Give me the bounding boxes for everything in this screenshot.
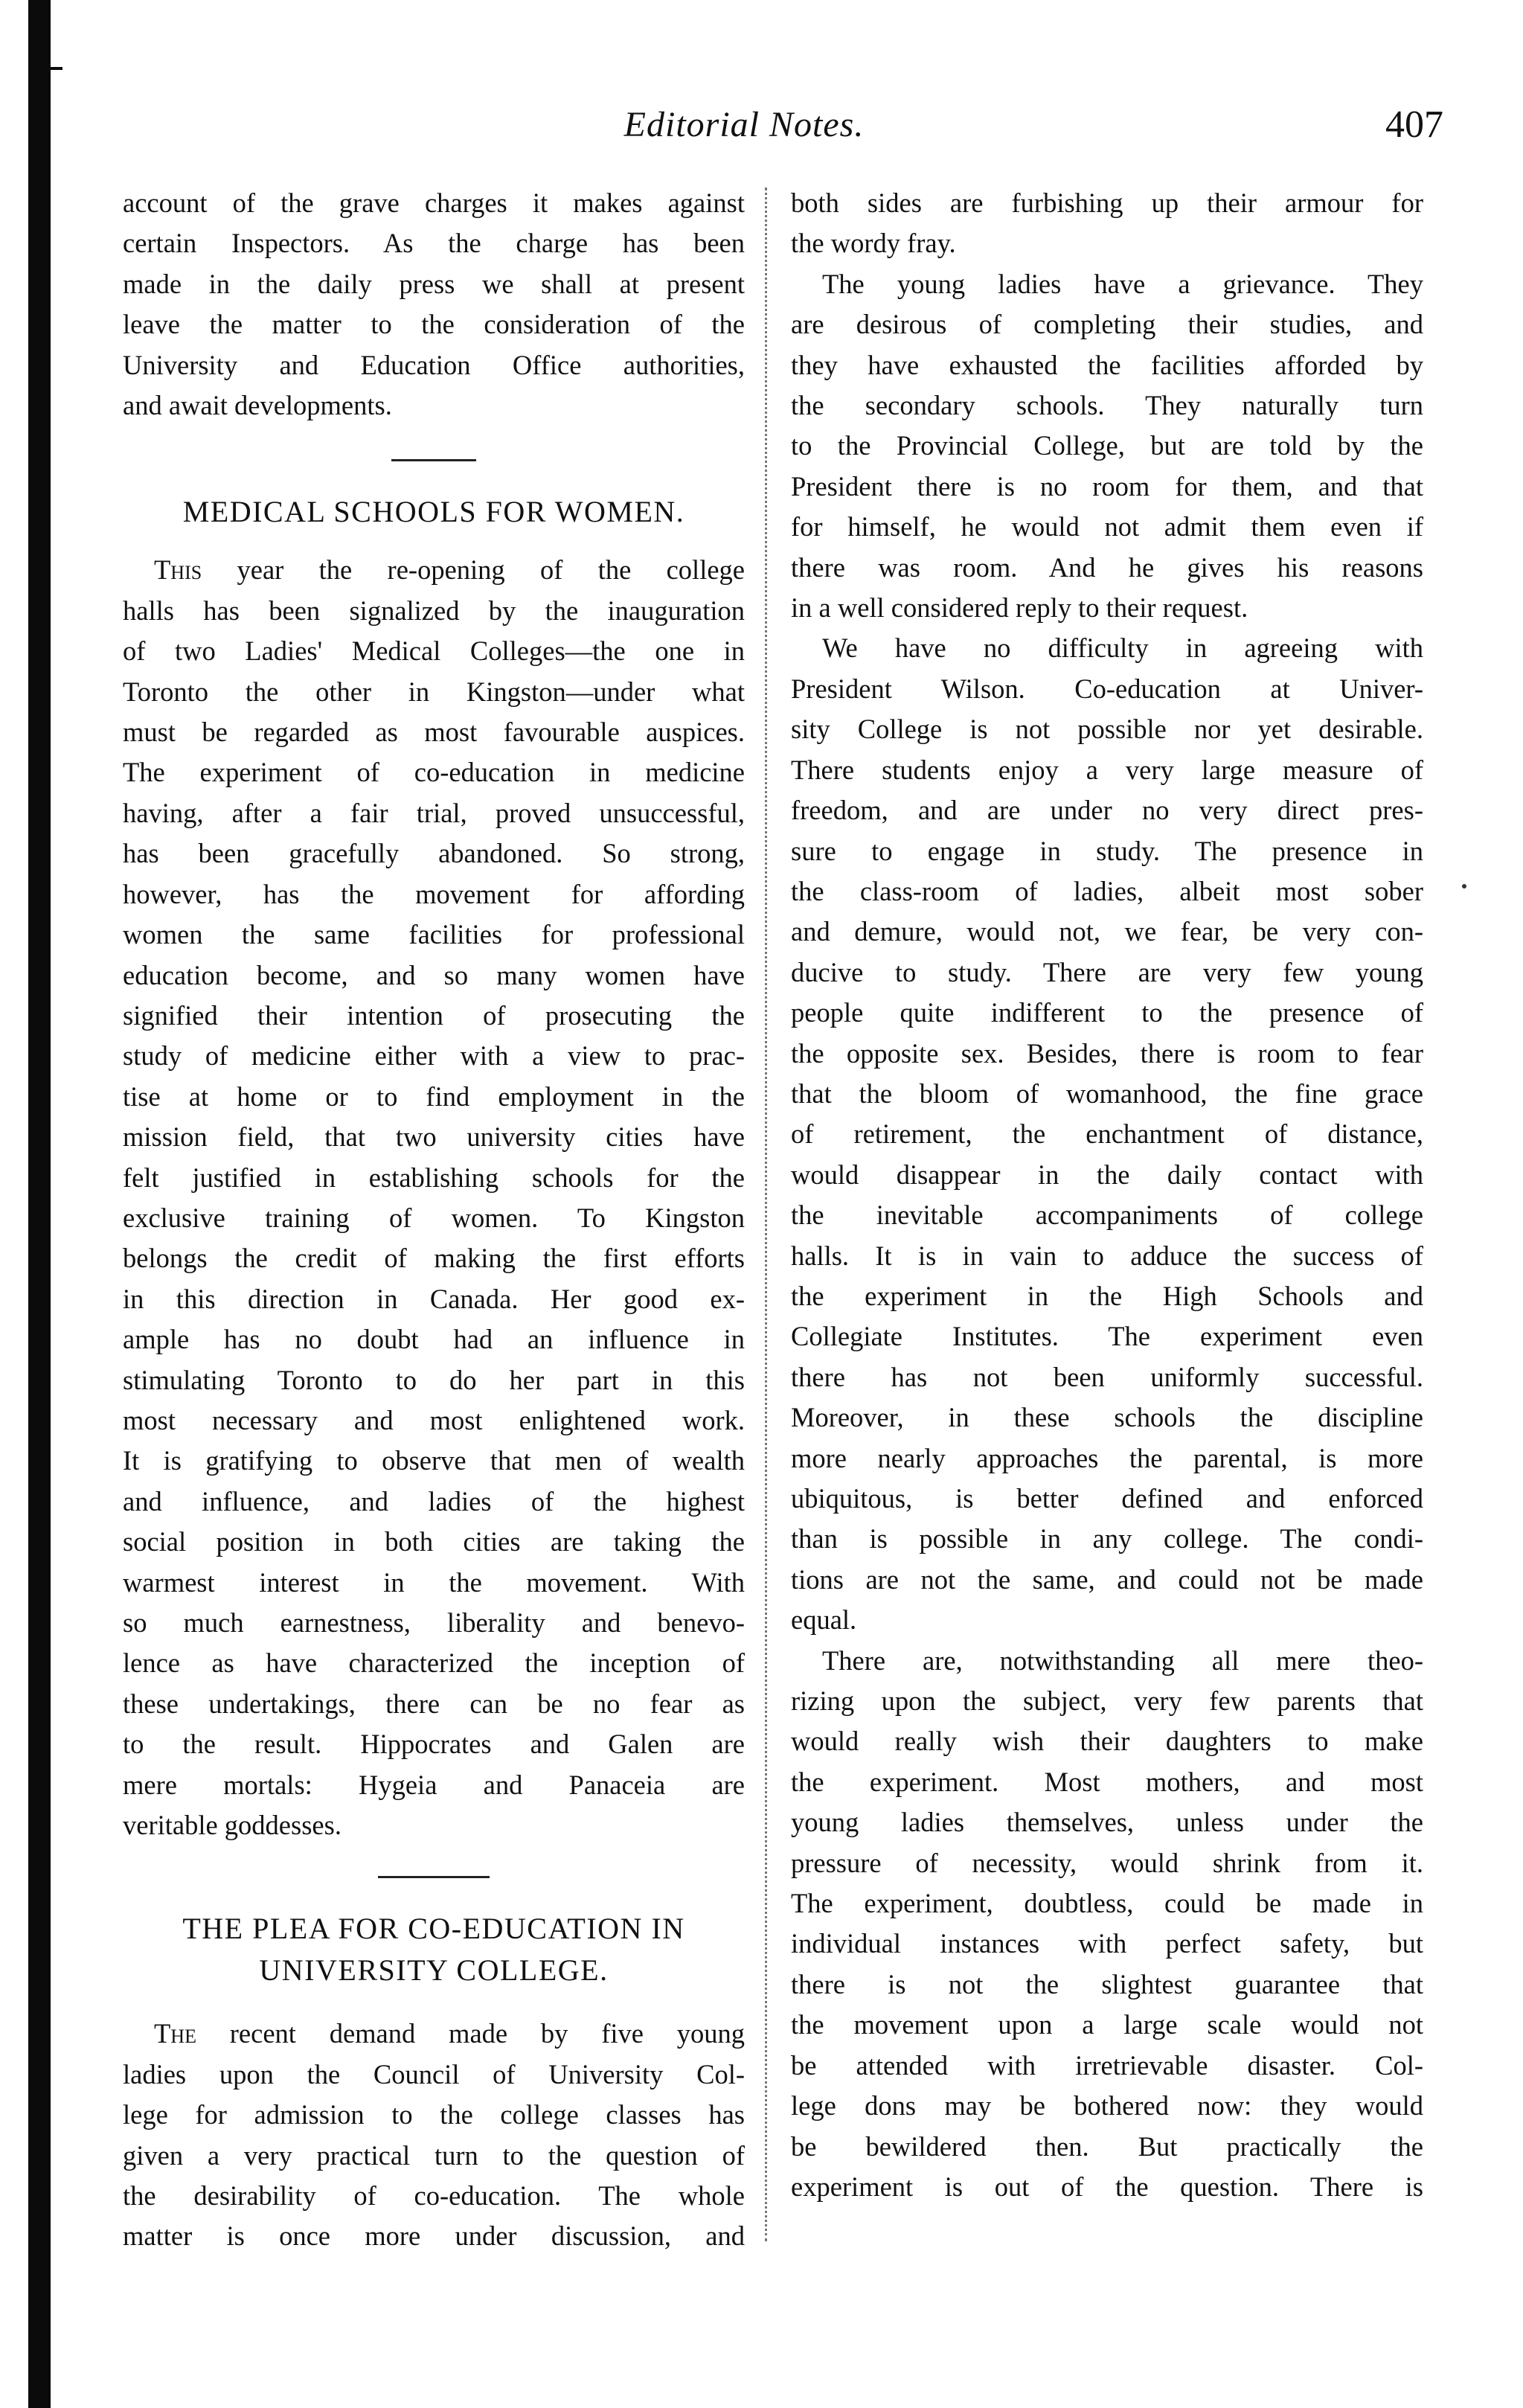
text-line (123, 550, 745, 590)
text-line: and await developments. (123, 390, 392, 421)
text-line: ubiquitous, is better defined and enforced (791, 1483, 1423, 1514)
text-line: signified their intention of prosecuting the (123, 999, 745, 1031)
text-line: leave the matter to the consideration of the (123, 309, 745, 340)
text-line: so much earnestness, liberality and benevo- (123, 1607, 745, 1638)
running-title: Editorial Notes. (623, 105, 865, 144)
text-line: would really wish their daughters to make (791, 1726, 1423, 1757)
text-line: sure to engage in study. The presence in (791, 835, 1423, 866)
paragraph-grievance (791, 264, 1423, 629)
text-line: be bewildered then. But practically the (791, 2130, 1423, 2162)
text-line: account of the grave charges it makes against (123, 188, 745, 218)
text-line: there has not been uniformly successful. (791, 1361, 1423, 1392)
heading-line: THE PLEA FOR CO-EDUCATION IN (182, 1912, 685, 1946)
text-line: It is gratifying to observe that men of wealth (123, 1445, 745, 1476)
text-line: both sides are furbishing up their armour for (791, 188, 1423, 218)
text-line: equal. (791, 1604, 857, 1636)
text-line: Toronto the other in Kingston—under what (123, 676, 745, 707)
text-line: to the Provincial College, but are told by the (791, 430, 1423, 461)
paragraph-president-wilson (791, 628, 1423, 1640)
text-line: in this direction in Canada. Her good ex- (123, 1283, 745, 1314)
text-line: University and Education Office authorities, (123, 349, 745, 380)
text-line: and influence, and ladies of the highest (123, 1485, 745, 1517)
text-line: Collegiate Institutes. The experiment even (791, 1321, 1423, 1352)
text-line: exclusive training of women. To Kingston (123, 1202, 745, 1233)
text-line: President Wilson. Co-education at Univer- (791, 673, 1423, 704)
text-line: be attended with irretrievable disaster. Col- (791, 2049, 1423, 2081)
text-line: more nearly approaches the parental, is more (791, 1442, 1423, 1473)
column-divider (765, 188, 767, 2241)
text-line: tise at home or to find employment in the (123, 1080, 745, 1112)
text-line: that the bloom of womanhood, the fine grace (791, 1077, 1423, 1109)
text-line: mere mortals: Hygeia and Panaceia are (123, 1769, 745, 1800)
text-line: sity College is not possible nor yet desirable. (791, 714, 1423, 745)
section-divider-rule (378, 1876, 490, 1878)
text-line: matter is once more under discussion, and (123, 2220, 745, 2252)
text-line: are desirous of completing their studies, and (791, 309, 1423, 340)
text-line: the experiment in the High Schools and (791, 1280, 1423, 1311)
text-line: Moreover, in these schools the discipline (791, 1402, 1423, 1433)
section-heading-co-education (123, 1908, 745, 1991)
text-line: must be regarded as most favourable auspices. (123, 717, 745, 748)
text-line: ample has no doubt had an influence in (123, 1324, 745, 1355)
heading-line: UNIVERSITY COLLEGE. (259, 1953, 609, 1988)
text-line: young ladies themselves, unless under the (791, 1807, 1423, 1838)
text-line: The experiment, doubtless, could be made in (791, 1888, 1423, 1919)
text-line: however, has the movement for affording (123, 878, 745, 909)
text-line: there is not the slightest guarantee that (791, 1968, 1423, 1999)
page-number: 407 (1385, 103, 1443, 146)
intro-paragraph (123, 183, 745, 426)
text-line: made in the daily press we shall at present (123, 268, 745, 299)
text-line: rizing upon the subject, very few parents that (791, 1685, 1423, 1717)
text-line: mission field, that two university cities have (123, 1121, 745, 1153)
text-line: halls has been signalized by the inauguration (123, 595, 745, 626)
text-line: belongs the credit of making the first efforts (123, 1243, 745, 1274)
text-line: of retirement, the enchantment of distance, (791, 1118, 1423, 1150)
right-column (791, 183, 1423, 2207)
paragraph-parents (791, 1641, 1423, 2208)
text-line: warmest interest in the movement. With (123, 1566, 745, 1598)
text-line: veritable goddesses. (123, 1810, 342, 1841)
text-line: most necessary and most enlightened work. (123, 1404, 745, 1435)
text-line: individual instances with perfect safety, but (791, 1928, 1423, 1959)
text-line: the wordy fray. (791, 228, 956, 259)
text-line: the desirability of co-education. The whole (123, 2180, 745, 2212)
text-line: people quite indifferent to the presence of (791, 997, 1423, 1028)
text-line: The experiment of co-education in medicine (123, 757, 745, 788)
text-line: has been gracefully abandoned. So strong, (123, 838, 745, 869)
text-line: lege for admission to the college classes has (123, 2099, 745, 2130)
text-line: halls. It is in vain to adduce the success of (791, 1240, 1423, 1271)
paragraph-continuation (791, 183, 1423, 264)
text-line-rest: recent demand made by five young (196, 2018, 745, 2049)
text-line (123, 2014, 745, 2054)
text-line: having, after a fair trial, proved unsuccessful, (123, 797, 745, 828)
co-education-paragraph (123, 2014, 745, 2256)
text-line: freedom, and are under no very direct pres- (791, 795, 1423, 826)
left-column (123, 183, 745, 2257)
text-line: ladies upon the Council of University Col- (123, 2058, 745, 2090)
text-line: social position in both cities are taking the (123, 1526, 745, 1557)
text-line: the opposite sex. Besides, there is room to fear (791, 1037, 1423, 1069)
text-line: tions are not the same, and could not be made (791, 1563, 1423, 1595)
text-line: President there is no room for them, and that (791, 470, 1423, 502)
text-line: women the same facilities for professional (123, 919, 745, 950)
text-line: and demure, would not, we fear, be very con- (791, 916, 1423, 947)
text-line: lege dons may be bothered now: they would (791, 2090, 1423, 2122)
text-line: the experiment. Most mothers, and most (791, 1766, 1423, 1797)
text-line: there was room. And he gives his reasons (791, 551, 1423, 583)
text-line: experiment is out of the question. There is (791, 2171, 1423, 2202)
text-line: for himself, he would not admit them even if (791, 511, 1423, 542)
text-line: given a very practical turn to the question of (123, 2139, 745, 2171)
text-line: We have no difficulty in agreeing with (822, 633, 1423, 664)
text-line: of two Ladies' Medical Colleges—the one in (123, 635, 745, 667)
drop-word: This (154, 554, 202, 586)
text-line: the secondary schools. They naturally turn (791, 390, 1423, 421)
text-line: lence as have characterized the inception of (123, 1648, 745, 1679)
scan-edge-tick (51, 67, 62, 70)
text-line: the movement upon a large scale would not (791, 2009, 1423, 2040)
text-line: would disappear in the daily contact with (791, 1159, 1423, 1190)
text-line: felt justified in establishing schools for the (123, 1162, 745, 1193)
text-line: certain Inspectors. As the charge has been (123, 228, 745, 259)
text-line: they have exhausted the facilities afforded by (791, 349, 1423, 380)
drop-word: The (154, 2018, 196, 2049)
text-line: in a well considered reply to their request. (791, 592, 1248, 624)
text-line: There are, notwithstanding all mere theo- (822, 1645, 1423, 1676)
text-line: The young ladies have a grievance. They (822, 268, 1423, 299)
text-line: stimulating Toronto to do her part in this (123, 1364, 745, 1395)
text-line: the class-room of ladies, albeit most sober (791, 875, 1423, 906)
section-heading-medical-schools: MEDICAL SCHOOLS FOR WOMEN. (182, 495, 685, 529)
text-line: than is possible in any college. The condi- (791, 1523, 1423, 1554)
text-line: education become, and so many women have (123, 959, 745, 990)
scan-speck (1462, 884, 1466, 888)
text-line: the inevitable accompaniments of college (791, 1200, 1423, 1231)
text-line: study of medicine either with a view to prac- (123, 1040, 745, 1072)
section-divider-rule (391, 459, 476, 461)
text-line: to the result. Hippocrates and Galen are (123, 1729, 745, 1760)
medical-schools-paragraph (123, 550, 745, 1845)
text-line: There students enjoy a very large measure of (791, 754, 1423, 785)
scan-edge-bar (28, 0, 51, 2408)
text-line-rest: year the re-opening of the college (202, 554, 745, 586)
text-line: these undertakings, there can be no fear as (123, 1688, 745, 1719)
text-line: pressure of necessity, would shrink from it. (791, 1847, 1423, 1878)
text-line: ducive to study. There are very few young (791, 956, 1423, 987)
